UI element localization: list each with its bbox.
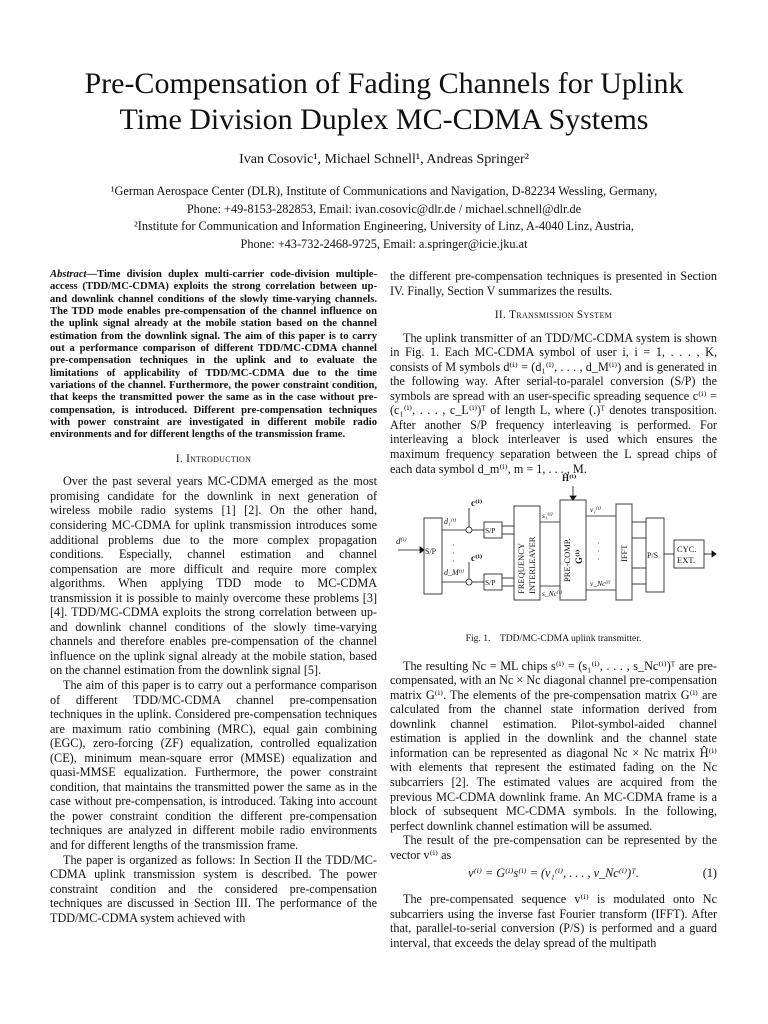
transmitter-block-diagram [390, 473, 717, 628]
input-arrowhead [420, 547, 424, 553]
h-hat-label: Ĥ⁽ⁱ⁾ [562, 473, 577, 484]
multiplier-top [466, 527, 472, 533]
section-2-number: II. [494, 309, 507, 322]
section-2-title: Transmission System [509, 309, 613, 322]
abstract [50, 269, 377, 442]
affiliation-2-line-1: ²Institute for Communication and Information Engineering, University of Linz, A-4040 Linz, Austria, [134, 219, 634, 233]
precomp-label-1: PRE-COMP. [562, 538, 572, 583]
v-top-label: v₁⁽ⁱ⁾ [590, 505, 602, 515]
equation-1-number: (1) [702, 866, 717, 881]
multiplier-bottom [466, 579, 472, 585]
intro-paragraph-1: Over the past several years MC-CDMA emerged as the most promising candidate for the downlink in next generation of wireless mobile radio systems [1] [2]. On the other hand, considering MC-CDMA for uplink transmission introduces some additional problems due to the more complex propagation conditions. Especially, channel estimation and channel compensation are more difficult and require more complex algorithms. When applying TDD mode to MC-CDMA transmission it is possible to mainly overcome these problems [3] [4]. TDD/MC-CDMA exploits the strong correlation between up- and downlink channel conditions of the slowly time-varying channels and therefore enables pre-compensation of the channel influence on the uplink signal already at the mobile station, based on the channel estimation from the downlink signal [5]. [50, 474, 377, 678]
figure-1-caption [390, 632, 717, 647]
abstract-label: Abstract [50, 269, 87, 280]
s-top-label: s₁⁽ⁱ⁾ [542, 511, 553, 521]
affiliation-1-line-2: Phone: +49-8153-282853, Email: ivan.cosovic@dlr.de / michael.schnell@dlr.de [186, 201, 582, 216]
figure-1 [390, 473, 717, 628]
paper-title [40, 66, 728, 138]
vertical-dots-right-3: · [597, 555, 600, 565]
section-1-number: I. [175, 452, 183, 465]
equation-1-body: v⁽ⁱ⁾ = G⁽ⁱ⁾s⁽ⁱ⁾ = (v₁⁽ⁱ⁾, . . . , v_Nc⁽ⁱ⁾)ᵀ. [468, 866, 639, 881]
equation-1 [390, 866, 717, 888]
sp-main-label: S/P [425, 547, 437, 557]
s-bottom-label: s_Nc⁽ⁱ⁾ [542, 589, 563, 599]
system-paragraph-1: The uplink transmitter of an TDD/MC-CDMA system is shown in Fig. 1. Each MC-CDMA symbol of user i, i = 1, . . . , K, consists of M symbols d⁽ⁱ⁾ = (d₁⁽ⁱ⁾, . . . , d_M⁽ⁱ⁾) and is generated in the following way. After serial-to-paralel conversion (S/P) the symbols are spread with an user-specific spreading sequence c⁽ⁱ⁾ = (c₁⁽ⁱ⁾, . . . , c_L⁽ⁱ⁾)ᵀ of length L, where (.)ᵀ denotes transposition. After another S/P frequency interleaving is performed. For interleaving a block interleaver is used which ensures the maximum frequency separation between the L spread chips of each data symbol d_m⁽ⁱ⁾, m = 1, . . . , M. [390, 330, 717, 476]
output-arrowhead [712, 551, 716, 557]
vertical-dots-left-2: · [452, 549, 455, 559]
author-list: Ivan Cosovic¹, Michael Schnell¹, Andreas Springer² [239, 152, 529, 167]
vertical-dots-right: · [597, 539, 600, 549]
sp-small-top-label: S/P [485, 526, 496, 536]
interleaver-label-2: INTERLEAVER [527, 536, 537, 595]
interleaver-label-1: FREQUENCY [516, 543, 526, 595]
cyc-label-2: EXT. [677, 555, 696, 566]
system-paragraph-2: The resulting Nc = ML chips s⁽ⁱ⁾ = (s₁⁽ⁱ⁾, . . . , s_Nc⁽ⁱ⁾)ᵀ are pre-compensated, with an Nc × Nc diagonal channel pre-compensation matrix G⁽ⁱ⁾. The elements of the pre-compensation matrix G⁽ⁱ⁾ are calculated from the channel state information derived from downlink channel estimation. Pilot-symbol-aided channel estimation is applied in the downlink and the channel state information can be represented as diagonal Nc × Nc matrix Ĥ⁽ⁱ⁾ with elements that represent the estimated fading on the Nc subcarriers [2]. The estimated values are acquired from the previous MC-CDMA downlink frame. An MC-CDMA frame is a block of subsequent MC-CDMA symbols. In the following, perfect downlink channel estimation will be assumed. [390, 658, 717, 833]
affiliation-2-line-2: Phone: +43-732-2468-9725, Email: a.springer@icie.jku.at [240, 236, 528, 251]
abstract-dash: — [86, 269, 98, 280]
vertical-dots-right-2: · [597, 547, 600, 557]
affiliation-1-line-1: ¹German Aerospace Center (DLR), Institute of Communications and Navigation, D-82234 Wessling, Germany, [110, 184, 658, 198]
intro-paragraph-continued: the different pre-compensation techniques is presented in Section IV. Finally, Section V summarizes the results. [390, 269, 717, 298]
figure-1-caption-text: TDD/MC-CDMA uplink transmitter. [499, 633, 642, 645]
input-label: d⁽ⁱ⁾ [396, 536, 407, 547]
d-top-label: d₁⁽ⁱ⁾ [444, 517, 457, 527]
ps-label: P/S [647, 551, 659, 561]
intro-paragraph-3: The paper is organized as follows: In Section II the TDD/MC-CDMA uplink transmission system is described. The power constraint condition and the considered pre-compensation techniques are discussed in Section III. The performance of the TDD/MC-CDMA system achieved with [50, 852, 377, 925]
d-bottom-label: d_M⁽ⁱ⁾ [444, 568, 465, 578]
c-bottom-label: c⁽ⁱ⁾ [471, 553, 483, 564]
precomp-label-2: G⁽ⁱ⁾ [574, 549, 584, 565]
sp-small-bottom-label: S/P [485, 578, 496, 588]
system-paragraph-3: The result of the pre-compensation can be represented by the vector v⁽ⁱ⁾ as [390, 833, 717, 862]
c-top-label: c⁽ⁱ⁾ [471, 498, 483, 509]
right-column [390, 269, 717, 951]
intro-paragraph-2: The aim of this paper is to carry out a performance comparison of different TDD/MC-CDMA channel pre-compensation techniques in the uplink. Considered pre-compensation techniques are maximum ratio combining (MRC), equal gain combining (EGC), zero-forcing (ZF) equalization, controlled equalization (CE), minimum mean-square error (MMSE) equalization and quasi-MMSE equalization. Furthermore, the power constraint condition, that maintains the transmitted power the same as in the case without pre-compensation, is introduced. Taking into account the power constraint condition the different pre-compensation techniques are analyzed in different mobile radio environments and for different lengths of the transmission frame. [50, 678, 377, 853]
h-hat-arrowhead [570, 496, 576, 500]
vertical-dots-left: · [452, 541, 455, 551]
cyc-label-1: CYC. [677, 544, 697, 555]
left-column [50, 269, 377, 925]
vertical-dots-left-3: · [452, 557, 455, 567]
title-line-2: Time Division Duplex MC-CDMA Systems [119, 103, 649, 136]
section-heading-introduction [50, 452, 377, 467]
v-bottom-label: v_Nc⁽ⁱ⁾ [590, 579, 611, 589]
affiliations [40, 183, 728, 253]
abstract-text: Time division duplex multi-carrier code-division multiple-access (TDD/MC-CDMA) exploits the strong correlation between up- and downlink channel conditions of the slowly time-varying channels. The TDD mode enables pre-compensation of the channel influence on the uplink signal already at the mobile station based on the channel estimation from the downlink signal. The aim of this paper is to carry out a performance comparison of different TDD/MC-CDMA channel pre-compensation techniques in the uplink and to evaluate the limitations of applicability of TDD/MC-CDMA due to the time variations of the channel. Furthermore, the power constraint condition, that keeps the transmitted power the same as in the case without pre-compensation, is introduced. Different pre-compensation techniques with power constraint are investigated in different mobile radio environments and for different lengths of the transmission frame. [50, 269, 377, 441]
sp-main-block [424, 518, 442, 594]
ifft-label: IFFT [619, 544, 629, 563]
section-heading-transmission-system [390, 308, 717, 323]
system-paragraph-4: The pre-compensated sequence v⁽ⁱ⁾ is modulated onto Nc subcarriers using the inverse fast Fourier transform (IFFT). After that, parallel-to-serial conversion (P/S) is performed and a guard interval, that exceeds the delay spread of the multipath [390, 892, 717, 950]
figure-1-caption-label: Fig. 1. [465, 633, 491, 645]
title-line-1: Pre-Compensation of Fading Channels for Uplink [84, 67, 684, 100]
section-1-title: Introduction [186, 452, 252, 465]
